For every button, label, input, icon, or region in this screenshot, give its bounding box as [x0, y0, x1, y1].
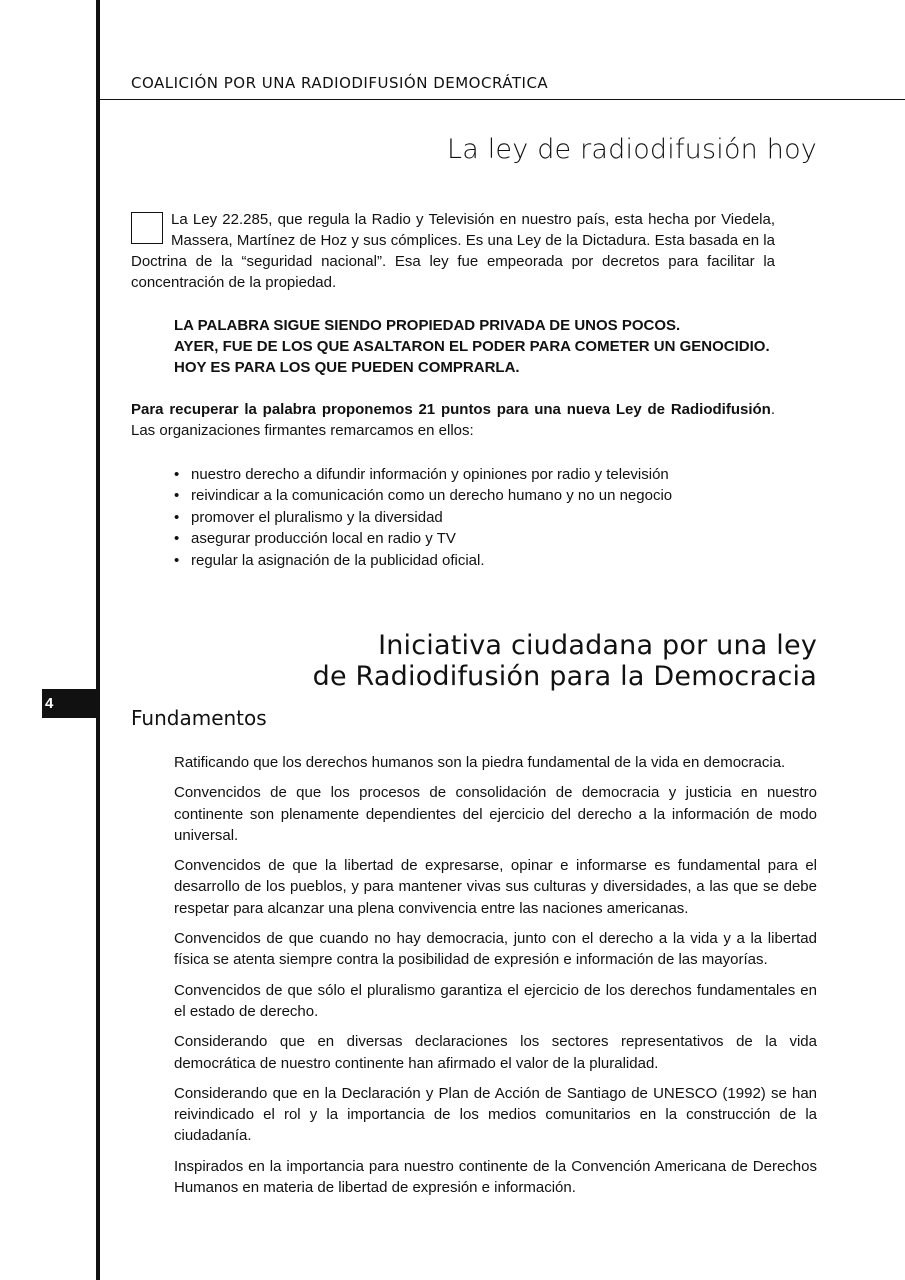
margin-rule-vertical	[96, 0, 100, 1280]
proposal-rest: . Las organizaciones firmantes remarcamos en ellos:	[131, 401, 775, 439]
caps-line: LA PALABRA SIGUE SIENDO PROPIEDAD PRIVADA DE UNOS POCOS.	[174, 317, 681, 334]
list-item: • promover el pluralismo y la diversidad	[174, 507, 672, 528]
paragraph: Inspirados en la importancia para nuestro continente de la Convención Americana de Derechos Humanos en materia de libertad de expresión e información.	[174, 1157, 817, 1197]
running-header: COALICIÓN POR UNA RADIODIFUSIÓN DEMOCRÁTICA	[131, 74, 549, 92]
list-item: • regular la asignación de la publicidad oficial.	[174, 550, 672, 571]
list-item: • nuestro derecho a difundir información y opiniones por radio y televisión	[174, 464, 672, 485]
caps-statement	[174, 315, 770, 378]
page-number: 4	[45, 695, 54, 712]
page-number-tab	[42, 689, 98, 718]
title-line: Iniciativa ciudadana por una ley	[378, 630, 817, 661]
paragraph: Convencidos de que los procesos de consolidación de democracia y justicia en nuestro continente son plenamente dependientes del ejercicio del derecho a la información de modo universal.	[174, 784, 817, 844]
paragraph: Considerando que en diversas declaraciones los sectores representativos de la vida democrática de nuestro continente han afirmado el valor de la pluralidad.	[174, 1033, 817, 1072]
drop-cap-box	[131, 212, 163, 244]
proposal-bold: Para recuperar la palabra proponemos 21 puntos para una nueva Ley de Radiodifusión	[131, 401, 771, 418]
section-title-iniciativa	[131, 630, 817, 692]
paragraph: Convencidos de que la libertad de expresarse, opinar e informarse es fundamental para el desarrollo de los pueblos, y para mantener vivas sus culturas y diversidades, a las que se debe respetar para alcanzar una plena convivencia entre las naciones americanas.	[174, 857, 817, 917]
proposal-paragraph	[131, 399, 775, 441]
list-item: • asegurar producción local en radio y TV	[174, 528, 672, 549]
fundamentos-body	[174, 752, 817, 1207]
list-item: • reivindicar a la comunicación como un derecho humano y no un negocio	[174, 485, 672, 506]
paragraph: Considerando que en la Declaración y Plan de Acción de Santiago de UNESCO (1992) se han reivindicado el rol y la importancia de los medios comunitarios en la construcción de la ciudadanía.	[174, 1084, 817, 1145]
paragraph: Convencidos de que sólo el pluralismo garantiza el ejercicio de los derechos fundamentales en el estado de derecho.	[174, 981, 817, 1020]
title-line: de Radiodifusión para la Democracia	[312, 661, 817, 692]
caps-line: HOY ES PARA LOS QUE PUEDEN COMPRARLA.	[174, 359, 520, 376]
subheading-fundamentos: Fundamentos	[131, 706, 267, 730]
intro-paragraph	[131, 209, 775, 293]
header-rule	[98, 99, 905, 100]
points-list	[174, 464, 672, 571]
paragraph: Convencidos de que cuando no hay democracia, junto con el derecho a la vida y a la libertad física se atenta siempre contra la posibilidad de expresión e información de las mayorías.	[174, 930, 817, 969]
intro-text: La Ley 22.285, que regula la Radio y Televisión en nuestro país, esta hecha por Viedela, Massera, Martínez de Hoz y sus cómplices. Es una Ley de la Dictadura. Esta basada en la Doctrina de la “seguridad nacional”. Esa ley fue empeorada por decretos para facilitar la concentración de la propiedad.	[131, 211, 775, 291]
caps-line: AYER, FUE DE LOS QUE ASALTARON EL PODER PARA COMETER UN GENOCIDIO.	[174, 338, 770, 355]
section-title-ley-hoy: La ley de radiodifusión hoy	[446, 134, 817, 165]
paragraph: Ratificando que los derechos humanos son la piedra fundamental de la vida en democracia.	[174, 754, 786, 771]
